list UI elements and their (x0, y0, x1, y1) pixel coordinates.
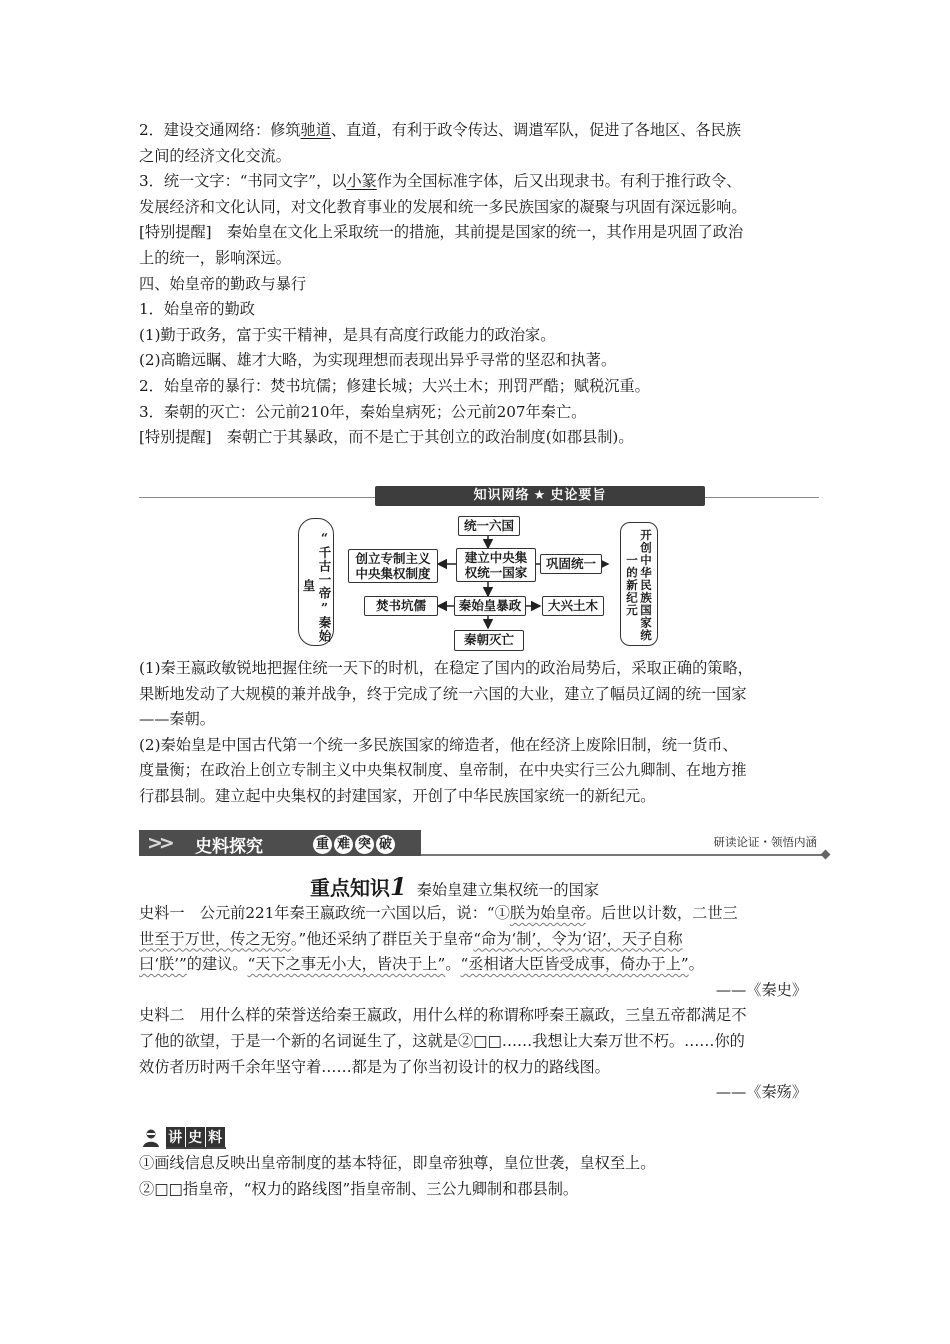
source-materials (139, 901, 819, 1106)
banner-subtitle: 重 难 突 破 (313, 833, 397, 854)
para-writing: 3．统一文字：“书同文字”，以小篆作为全国标准字体，后又出现隶书。有利于推行政令、 (139, 172, 742, 191)
summary-2-line: 行郡县制。建立起中央集权的封建国家，开创了中华民族国家统一的新纪元。 (139, 786, 656, 805)
text-block-summary (139, 656, 819, 810)
summary-1-line: ——秦朝。 (139, 710, 215, 729)
explain-sources-tag: 讲 史 料 (141, 1127, 226, 1149)
explanation-notes (139, 1151, 819, 1202)
note-item: ②□□指皇帝，“权力的路线图”指皇帝制、三公九卿制和郡县制。 (139, 1179, 579, 1198)
source-1-line: 世至于万世，传之无穷。”他还采纳了群臣关于皇帝“命为‘制’，令为‘诏’，天子自称 (139, 929, 683, 948)
node-build-unified-state: 建立中央集权统一国家 (456, 548, 536, 582)
list-item: (1)勤于政务，富于实干精神，是具有高度行政能力的政治家。 (139, 325, 556, 344)
double-chevron-icon: >> (147, 832, 171, 854)
sub-heading: 2．始皇帝的暴行：焚书坑儒；修建长城；大兴土木；刑罚严酷；赋税沉重。 (139, 376, 650, 395)
citation: ——《秦史》 (715, 980, 807, 999)
source-2-line: 史料二 用什么样的荣誉送给秦王嬴政，用什么样的称谓称呼秦王嬴政，三皇五帝都满足不 (139, 1006, 747, 1025)
underlined-term: 小篆 (346, 172, 377, 191)
list-item: (2)高瞻远瞩、雄才大略，为实现理想而表现出异乎寻常的坚忍和执著。 (139, 351, 617, 370)
summary-1-line: (1)秦王嬴政敏锐地把握住统一天下的时机，在稳定了国内的政治局势后，采取正确的策略， (139, 659, 753, 677)
divider (421, 854, 823, 856)
knowledge-diagram (290, 514, 670, 654)
teacher-icon (141, 1128, 161, 1148)
source-2-line: 效仿者历时两千余年坚守着……都是为了你当初设计的权力的路线图。 (139, 1057, 610, 1076)
emperor-oval: “千古一帝”秦始皇 (298, 518, 334, 646)
node-construction: 大兴土木 (542, 596, 604, 616)
underlined-term: 驰道 (300, 121, 331, 139)
knowledge-network-banner (139, 486, 819, 508)
para-transport: 2．建设交通网络：修筑驰道、直道，有利于政令传达、调遣军队，促进了各地区、各民族 (139, 121, 741, 139)
node-unify-six-states: 统一六国 (458, 516, 520, 536)
key-point-heading: 重点知识1 秦始皇建立集权统一的国家 (310, 872, 599, 901)
summary-2-line: 度量衡；在政治上创立专制主义中央集权制度、皇帝制，在中央实行三公九卿制、在地方推 (139, 761, 747, 780)
section-heading: 四、始皇帝的勤政与暴行 (139, 274, 307, 293)
source-1-line: 曰‘朕’”的建议。“天下之事无小大，皆决于上”。“丞相诸大臣皆受成事，倚办于上”。 (139, 955, 704, 974)
citation: ——《秦殇》 (715, 1083, 807, 1102)
special-note: [特别提醒] 秦始皇在文化上采取统一的措施，其前提是国家的统一，其作用是巩固了政治 (139, 223, 744, 242)
source-2-line: 了他的欲望，于是一个新的名词诞生了，这就是②□□……我想让大秦万世不朽。……你的 (139, 1031, 745, 1050)
node-create-centralized-system: 创立专制主义中央集权制度 (348, 549, 438, 583)
special-note: [特别提醒] 秦朝亡于其暴政，而不是亡于其创立的政治制度(如郡县制)。 (139, 428, 634, 447)
diamond-icon (821, 850, 831, 860)
banner-title: 史料探究 (195, 837, 263, 857)
sub-heading: 3．秦朝的灭亡：公元前210年，秦始皇病死；公元前207年秦亡。 (139, 402, 587, 421)
node-burn-books: 焚书坑儒 (364, 596, 438, 616)
banner-right-label: 研读论证・领悟内涵 (713, 835, 817, 849)
node-tyranny: 秦始皇暴政 (454, 596, 526, 616)
special-note-cont: 上的统一，影响深远。 (139, 248, 291, 267)
summary-2-line: (2)秦始皇是中国古代第一个统一多民族国家的缔造者，他在经济上废除旧制，统一货币、 (139, 735, 738, 754)
node-qin-fall: 秦朝灭亡 (454, 630, 524, 651)
source-study-banner (139, 830, 829, 858)
banner-label: 知识网络 ★ 史论要旨 (375, 486, 705, 506)
node-consolidate-unity: 巩固统一 (540, 554, 602, 574)
sub-heading: 1．始皇帝的勤政 (139, 300, 255, 319)
note-item: ①画线信息反映出皇帝制度的基本特征，即皇帝独尊，皇位世袭，皇权至上。 (139, 1154, 656, 1172)
para-writing-cont: 发展经济和文化认同，对文化教育事业的发展和统一多民族国家的凝聚与巩固有深远影响。 (139, 197, 747, 216)
source-1-line: 史料一 公元前221年秦王嬴政统一六国以后，说：“①朕为始皇帝。后世以计数，二世三 (139, 904, 738, 922)
para-transport-cont: 之间的经济文化交流。 (139, 146, 291, 165)
star-icon: ★ (533, 488, 547, 503)
new-era-box: 开创中华民族国家统一的新纪元 (620, 522, 658, 646)
text-block-upper (139, 118, 819, 451)
summary-1-line: 果断地发动了大规模的兼并战争，终于完成了统一六国的大业，建立了幅员辽阔的统一国家 (139, 684, 747, 703)
